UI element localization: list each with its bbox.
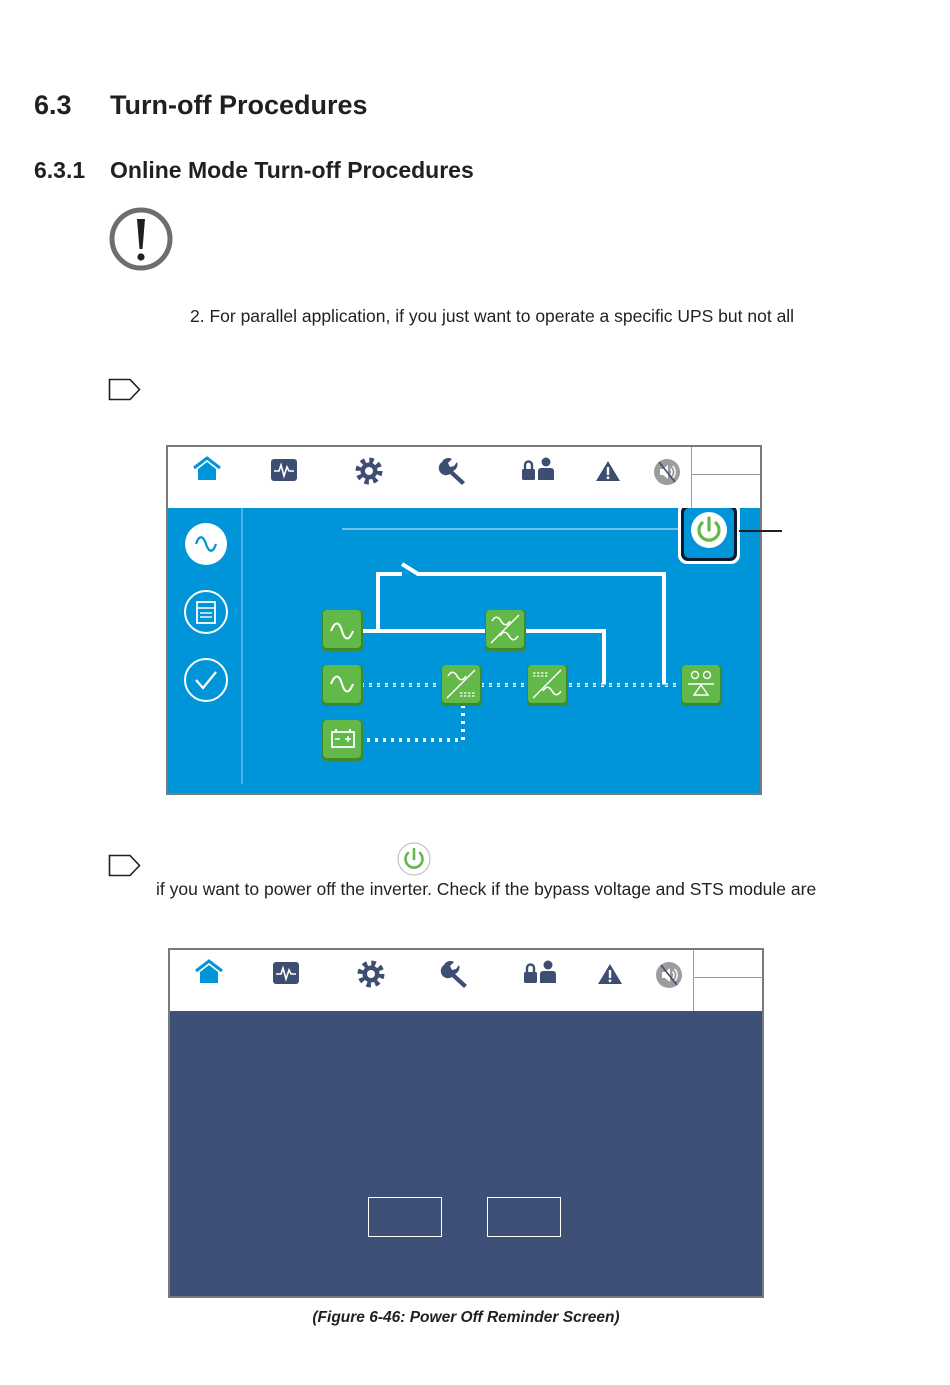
rectifier-module	[441, 665, 482, 706]
section-heading	[34, 90, 368, 121]
inverter-module	[527, 665, 568, 706]
subsection-number: 6.3.1	[34, 157, 86, 183]
measurement-icon[interactable]	[272, 961, 300, 985]
home-icon[interactable]	[194, 959, 224, 985]
alarm-icon[interactable]	[595, 459, 621, 483]
status-box	[693, 950, 762, 1011]
cancel-button[interactable]	[487, 1197, 561, 1237]
user-login-icon[interactable]	[522, 959, 558, 987]
top-menu-bar	[170, 950, 762, 1011]
figure-caption: (Figure 6-46: Power Off Reminder Screen)	[312, 1309, 620, 1326]
subsection-title: Online Mode Turn-off Procedures	[110, 157, 474, 183]
check-status-icon[interactable]	[185, 659, 227, 701]
section-title: Turn-off Procedures	[110, 90, 368, 120]
reminder-dialog-area	[170, 1011, 762, 1296]
top-menu-bar	[168, 447, 760, 508]
note-tag-icon	[108, 854, 142, 878]
user-login-icon[interactable]	[520, 456, 556, 484]
status-box	[691, 447, 760, 508]
warning-exclamation-icon	[108, 206, 174, 272]
ac-mode-icon[interactable]	[185, 523, 227, 565]
confirm-button[interactable]	[368, 1197, 442, 1237]
maintenance-icon[interactable]	[440, 959, 472, 989]
home-icon[interactable]	[192, 456, 222, 482]
settings-icon[interactable]	[354, 456, 384, 486]
maintenance-icon[interactable]	[438, 456, 470, 486]
main-screen-figure	[166, 445, 762, 795]
alarm-icon[interactable]	[597, 962, 623, 986]
measurement-icon[interactable]	[270, 458, 298, 482]
callout-line	[739, 530, 782, 532]
power-icon	[397, 842, 431, 876]
mute-icon[interactable]	[655, 961, 683, 989]
mimic-diagram-area	[168, 508, 760, 793]
settings-icon[interactable]	[356, 959, 386, 989]
inverter-note-text: if you want to power off the inverter. Check if the bypass voltage and STS module are	[156, 879, 817, 899]
subsection-heading	[34, 157, 474, 184]
power-button[interactable]	[678, 508, 740, 564]
power-flow-diagram	[168, 508, 760, 793]
main-input-module	[322, 665, 363, 706]
sts-module	[485, 610, 526, 651]
power-off-reminder-screen	[168, 948, 764, 1298]
output-load-module	[681, 665, 722, 706]
event-log-icon[interactable]	[185, 591, 227, 633]
mute-icon[interactable]	[653, 458, 681, 486]
section-number: 6.3	[34, 90, 72, 120]
battery-module	[322, 720, 363, 761]
note-tag-icon	[108, 378, 142, 402]
bypass-input-module	[322, 610, 363, 651]
parallel-application-text: 2. For parallel application, if you just want to operate a specific UPS but not all	[190, 306, 795, 326]
